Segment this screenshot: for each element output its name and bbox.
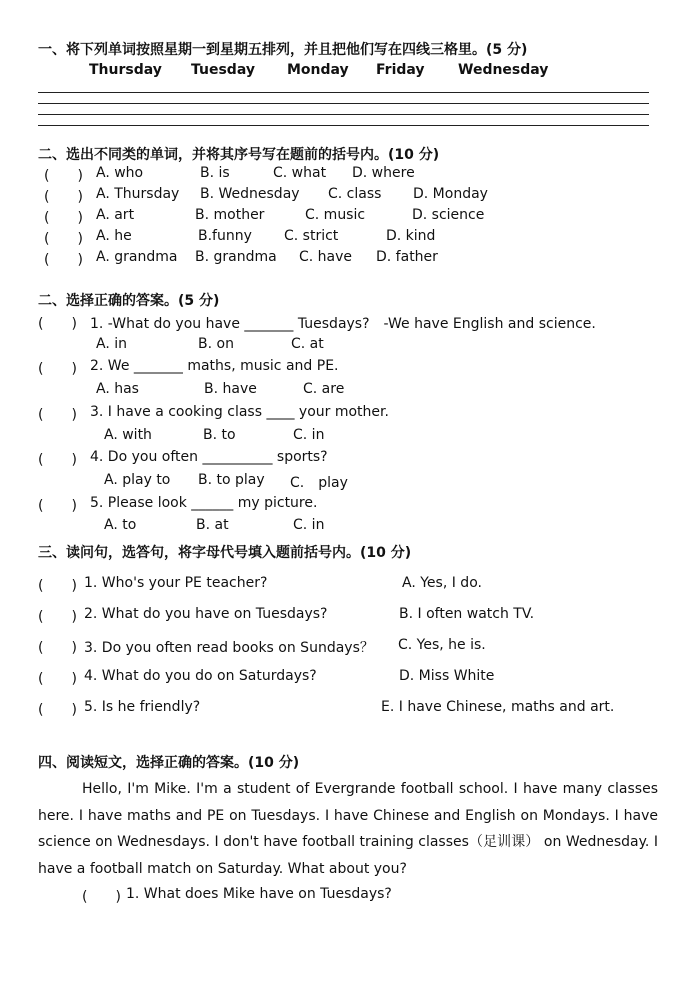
writing-line: [38, 103, 649, 104]
question-text: 3. Do you often read books on Sundays？: [84, 640, 374, 656]
question-text: 1. Who's your PE teacher?: [84, 575, 268, 591]
option-d: D. kind: [386, 228, 436, 244]
answer-paren[interactable]: ( ): [38, 498, 77, 514]
answer-paren[interactable]: ( ): [44, 231, 83, 247]
option-a: A. who: [96, 165, 144, 181]
answer-option: D. Miss White: [399, 668, 495, 684]
question-text: 1. -What do you have _______ Tuesdays? -We have English and science.: [90, 316, 596, 332]
answer-option: C. Yes, he is.: [398, 637, 486, 653]
answer-option: A. Yes, I do.: [402, 575, 482, 591]
option-a: A. to: [104, 517, 137, 533]
answer-paren[interactable]: ( ): [44, 168, 83, 184]
option-c: C. are: [303, 381, 345, 397]
question-text: 2. What do you have on Tuesdays?: [84, 606, 328, 622]
section5-heading: 四、阅读短文，选择正确的答案。(10 分): [38, 755, 300, 771]
reading-passage: Hello, I'm Mike. I'm a student of Evergrande football school. I have many classes here. I have maths and PE on Tuesdays. I have Chinese and English on Mondays. I have science on Wednesdays. I don't have football training classes（足训课） on Wednesday. I have a football match on Saturday. What about you?: [38, 781, 658, 877]
writing-line: [38, 92, 649, 93]
word-tuesday: Tuesday: [191, 62, 255, 78]
answer-paren[interactable]: ( ): [38, 316, 77, 332]
section3-heading: 二、选择正确的答案。(5 分): [38, 293, 220, 309]
section2-heading: 二、选出不同类的单词，并将其序号写在题前的括号内。(10 分): [38, 147, 440, 163]
option-c: C. what: [273, 165, 327, 181]
option-c: C. strict: [284, 228, 339, 244]
option-a: A. in: [96, 336, 127, 352]
option-c: C. in: [293, 517, 325, 533]
option-c: C. at: [291, 336, 324, 352]
answer-paren[interactable]: ( ): [82, 889, 121, 905]
question-text: 4. Do you often __________ sports?: [90, 449, 328, 465]
option-b: B. is: [200, 165, 230, 181]
option-a: A. with: [104, 427, 152, 443]
option-c: C. in: [293, 427, 325, 443]
word-friday: Friday: [376, 62, 425, 78]
answer-paren[interactable]: ( ): [38, 452, 77, 468]
option-a: A. has: [96, 381, 139, 397]
answer-paren[interactable]: ( ): [38, 407, 77, 423]
option-b: B. on: [198, 336, 234, 352]
option-b: B. to: [203, 427, 236, 443]
option-d: D. Monday: [413, 186, 488, 202]
section4-heading: 三、读问句，选答句，将字母代号填入题前括号内。(10 分): [38, 545, 412, 561]
question-text: 3. I have a cooking class ____ your mother.: [90, 404, 389, 420]
answer-paren[interactable]: ( ): [38, 609, 77, 625]
answer-paren[interactable]: ( ): [38, 702, 77, 718]
answer-option: B. I often watch TV.: [399, 606, 535, 622]
answer-paren[interactable]: ( ): [38, 640, 77, 656]
option-b: B. have: [204, 381, 257, 397]
option-a: A. art: [96, 207, 135, 223]
option-b: B. grandma: [195, 249, 277, 265]
answer-paren[interactable]: ( ): [44, 210, 83, 226]
word-monday: Monday: [287, 62, 349, 78]
option-d: D. science: [412, 207, 485, 223]
question-text: 2. We _______ maths, music and PE.: [90, 358, 339, 374]
option-b: B.funny: [198, 228, 252, 244]
answer-paren[interactable]: ( ): [38, 671, 77, 687]
option-c: C. have: [299, 249, 353, 265]
option-a: A. he: [96, 228, 132, 244]
option-d: D. father: [376, 249, 438, 265]
word-thursday: Thursday: [89, 62, 162, 78]
answer-paren[interactable]: ( ): [38, 361, 77, 377]
writing-line: [38, 114, 649, 115]
word-wednesday: Wednesday: [458, 62, 549, 78]
section1-heading: 一、将下列单词按照星期一到星期五排列，并且把他们写在四线三格里。(5 分): [38, 42, 528, 58]
question-text: 5. Is he friendly?: [84, 699, 201, 715]
question-text: 1. What does Mike have on Tuesdays?: [126, 886, 392, 902]
answer-paren[interactable]: ( ): [38, 578, 77, 594]
option-a: A. play to: [104, 472, 171, 488]
option-b: B. at: [196, 517, 229, 533]
answer-paren[interactable]: ( ): [44, 189, 83, 205]
option-c: C. music: [305, 207, 366, 223]
option-b: B. mother: [195, 207, 265, 223]
option-b: B. to play: [198, 472, 265, 488]
option-b: B. Wednesday: [200, 186, 300, 202]
option-a: A. Thursday: [96, 186, 180, 202]
writing-line: [38, 125, 649, 126]
option-d: D. where: [352, 165, 415, 181]
answer-paren[interactable]: ( ): [44, 252, 83, 268]
option-c: C. class: [328, 186, 382, 202]
question-text: 4. What do you do on Saturdays?: [84, 668, 317, 684]
question-text: 5. Please look ______ my picture.: [90, 495, 318, 511]
option-a: A. grandma: [96, 249, 178, 265]
answer-option: E. I have Chinese, maths and art.: [381, 699, 615, 715]
option-c: C. play: [290, 475, 348, 491]
